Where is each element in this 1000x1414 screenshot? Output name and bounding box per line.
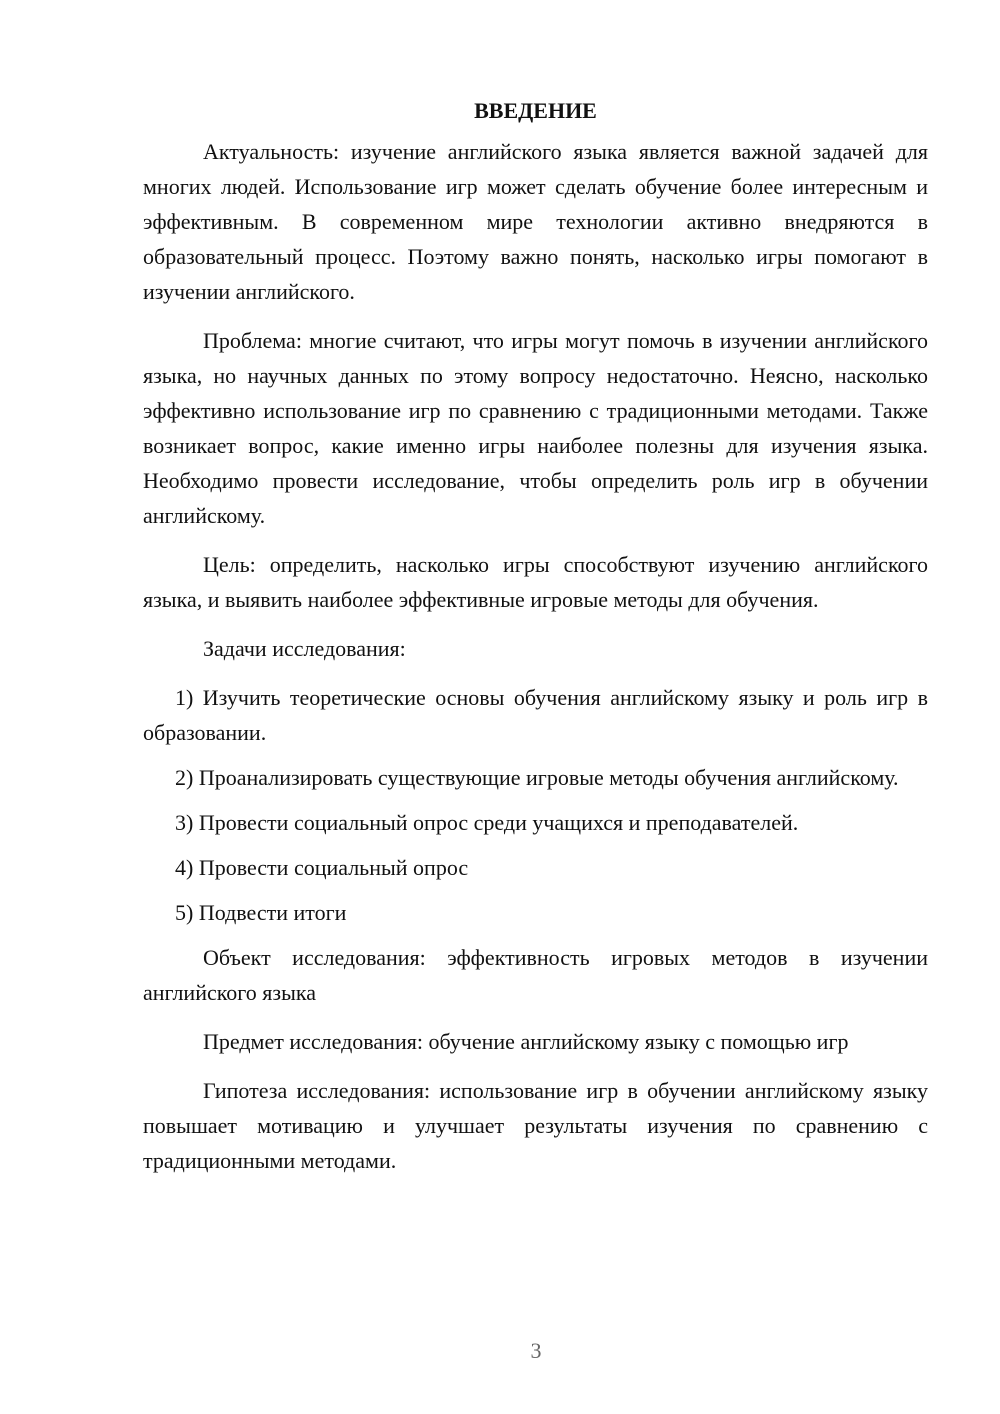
paragraph-object: Объект исследования: эффективность игровых методов в изучении английского языка xyxy=(143,945,928,1005)
paragraph-problem: Проблема: многие считают, что игры могут помочь в изучении английского языка, но научных данных по этому вопросу недостаточно. Неясно, насколько эффективно использование игр по сравнению с традиционными методами. Также возникает вопрос, какие именно игры наиболее полезны для изучения языка. Необходимо провести исследование, чтобы определить роль игр в обучении английскому. xyxy=(143,328,928,528)
paragraph-goal: Цель: определить, насколько игры способствуют изучению английского языка, и выявить наиболее эффективные игровые методы для обучения. xyxy=(143,552,928,612)
paragraph-relevance: Актуальность: изучение английского языка является важной задачей для многих людей. Использование игр может сделать обучение более интересным и эффективным. В современном мире технологии активно внедряются в образовательный процесс. Поэтому важно понять, насколько игры помогают в изучении английского. xyxy=(143,139,928,304)
task-item-5: 5) Подвести итоги xyxy=(175,900,347,925)
page-number: 3 xyxy=(530,1338,542,1363)
tasks-heading: Задачи исследования: xyxy=(203,636,406,661)
task-item-3: 3) Провести социальный опрос среди учащихся и преподавателей. xyxy=(175,810,799,835)
page-title: ВВЕДЕНИЕ xyxy=(474,98,597,123)
task-item-2: 2) Проанализировать существующие игровые методы обучения английскому. xyxy=(175,765,899,790)
task-item-4: 4) Провести социальный опрос xyxy=(175,855,469,880)
task-item-1: 1) Изучить теоретические основы обучения английскому языку и роль игр в образовании. xyxy=(143,685,928,745)
paragraph-hypothesis: Гипотеза исследования: использование игр в обучении английскому языку повышает мотивацию и улучшает результаты изучения по сравнению с традиционными методами. xyxy=(143,1078,928,1173)
page-content xyxy=(143,93,928,1192)
paragraph-subject: Предмет исследования: обучение английскому языку с помощью игр xyxy=(203,1029,849,1054)
